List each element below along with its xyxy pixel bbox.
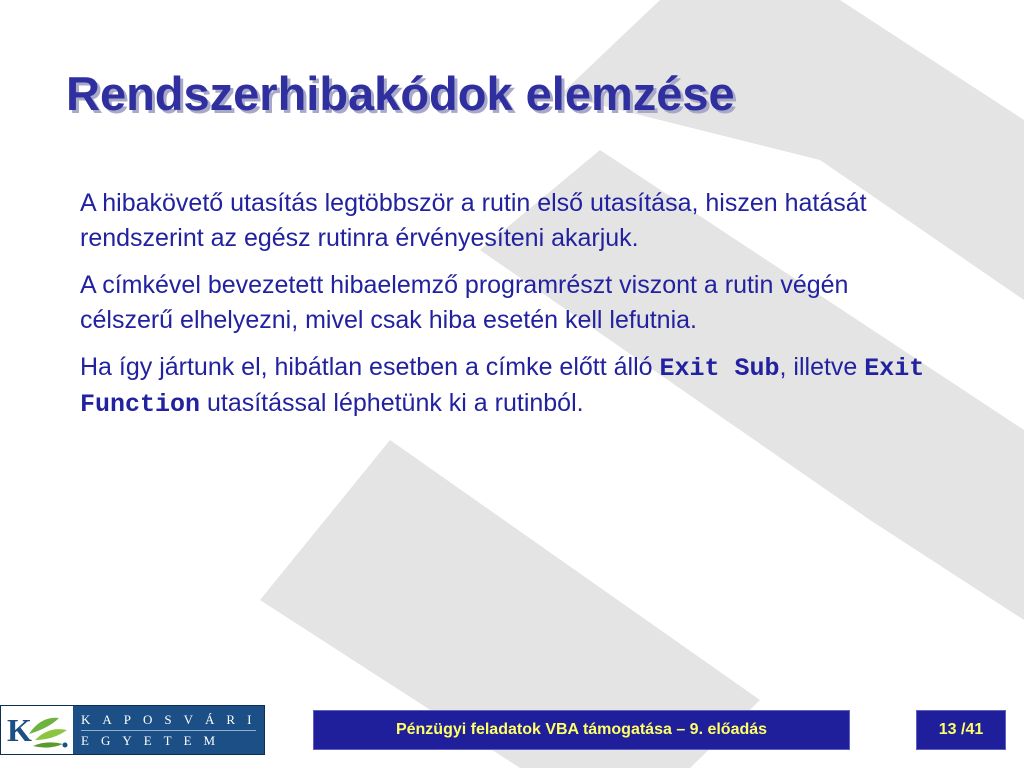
logo-text-line-1: KAPOSVÁRI [81, 712, 264, 727]
logo-text-line-2: EGYETEM [81, 733, 228, 748]
university-logo [0, 705, 265, 755]
code-exit-function: Exit Function [80, 354, 925, 419]
kaposvari-egyetem-logo-icon: K [1, 706, 73, 754]
page-number: 13 /41 [938, 721, 984, 738]
paragraph-3-middle: , illetve [779, 353, 865, 381]
paragraph-3-intro: Ha így jártunk el, hibátlan esetben a címke előtt álló [80, 353, 660, 381]
logo-divider [81, 730, 256, 731]
page-number-box [916, 710, 1006, 750]
slide-title: Rendszerhibakódok elemzése [66, 67, 735, 120]
paragraph-2: A címkével bevezetett hibaelemző programrészt viszont a rutin végén célszerű elhelyezni, mivel csak hiba esetén kell lefutnia. [80, 271, 849, 334]
paragraph-3-end: utasítással léphetünk ki a rutinból. [200, 389, 584, 417]
code-exit-sub: Exit Sub [659, 354, 780, 383]
footer-title-box [313, 710, 850, 750]
paragraph-1: A hibakövető utasítás legtöbbször a rutin első utasítása, hiszen hatását rendszerint az egész rutinra érvényesíteni akarjuk. [80, 189, 867, 252]
slide-body [80, 186, 940, 434]
paragraph-3 [80, 350, 940, 422]
footer-title: Pénzügyi feladatok VBA támogatása – 9. előadás [395, 721, 768, 738]
